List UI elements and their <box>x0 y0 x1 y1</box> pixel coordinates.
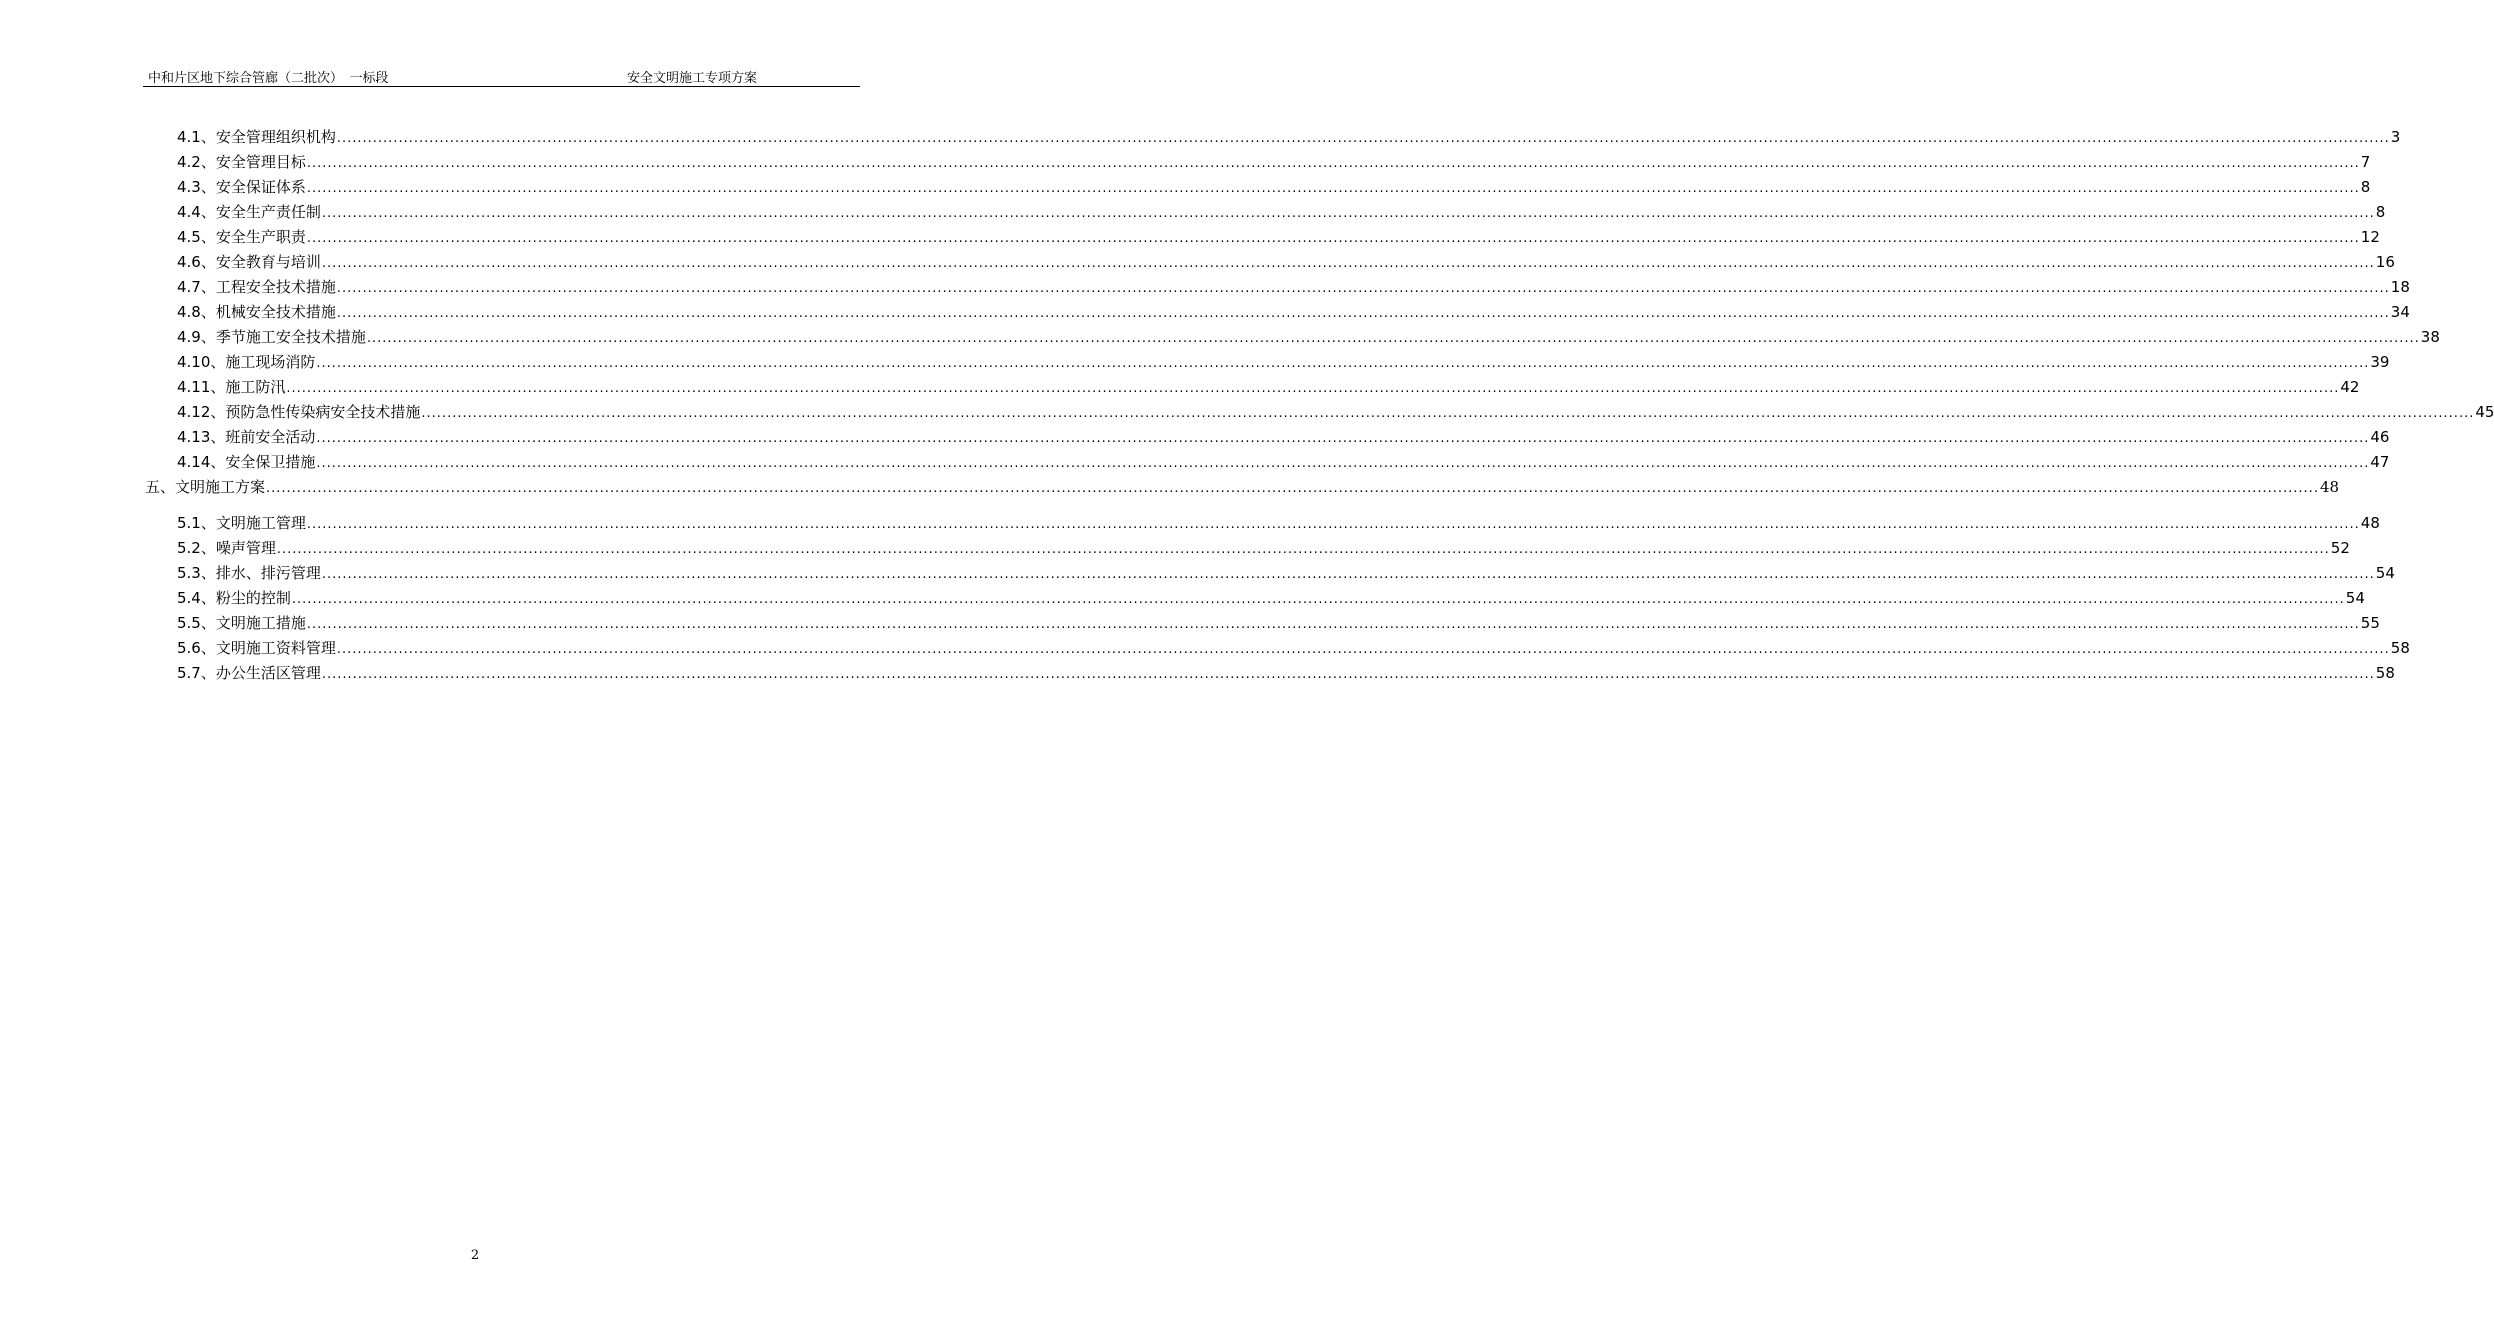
toc-entry[interactable] <box>177 277 2410 297</box>
toc-entry-label: 5.6、文明施工资料管理 <box>177 639 336 657</box>
toc-entry-page: 18 <box>2390 278 2410 296</box>
toc-entry[interactable] <box>177 452 2390 472</box>
toc-entry-label: 4.14、安全保卫措施 <box>177 453 316 471</box>
toc-entry-label: 4.10、施工现场消防 <box>177 353 316 371</box>
toc-entry-label: 4.5、安全生产职责 <box>177 228 306 246</box>
toc-entry-label: 5.4、粉尘的控制 <box>177 589 291 607</box>
toc-entry-label: 5.2、噪声管理 <box>177 539 276 557</box>
toc-entry-page: 7 <box>2360 153 2371 171</box>
toc-entry-label: 五、文明施工方案 <box>145 478 266 496</box>
toc-entry[interactable] <box>177 588 2365 608</box>
toc-dot-leader: ................................................................................................................................................................................................................................................................................................................................................................................................................ <box>266 481 2319 496</box>
toc-dot-leader: ................................................................................................................................................................................................................................................................................................................................................................................................................ <box>306 156 2360 171</box>
toc-dot-leader: ................................................................................................................................................................................................................................................................................................................................................................................................................ <box>336 281 2390 296</box>
toc-dot-leader: ................................................................................................................................................................................................................................................................................................................................................................................................................ <box>321 667 2375 682</box>
toc-entry-page: 16 <box>2375 253 2395 271</box>
toc-entry[interactable] <box>177 177 2371 197</box>
toc-entry[interactable] <box>145 477 2340 497</box>
header-document-title: 安全文明施工专项方案 <box>627 71 758 86</box>
toc-dot-leader: ................................................................................................................................................................................................................................................................................................................................................................................................................ <box>336 642 2390 657</box>
toc-dot-leader: ................................................................................................................................................................................................................................................................................................................................................................................................................ <box>366 331 2420 346</box>
toc-entry-page: 52 <box>2330 539 2350 557</box>
toc-entry[interactable] <box>177 327 2440 347</box>
toc-entry-label: 4.4、安全生产责任制 <box>177 203 321 221</box>
toc-entry[interactable] <box>177 513 2380 533</box>
toc-entry[interactable] <box>177 538 2350 558</box>
toc-entry-label: 5.1、文明施工管理 <box>177 514 306 532</box>
toc-entry-page: 54 <box>2345 589 2365 607</box>
toc-entry-page: 8 <box>2360 178 2371 196</box>
toc-dot-leader: ................................................................................................................................................................................................................................................................................................................................................................................................................ <box>336 131 2390 146</box>
toc-entry-page: 54 <box>2375 564 2395 582</box>
toc-dot-leader: ................................................................................................................................................................................................................................................................................................................................................................................................................ <box>306 181 2360 196</box>
toc-entry[interactable] <box>177 613 2380 633</box>
toc-dot-leader: ................................................................................................................................................................................................................................................................................................................................................................................................................ <box>421 406 2475 421</box>
toc-entry-page: 39 <box>2370 353 2390 371</box>
toc-entry-label: 4.12、预防急性传染病安全技术措施 <box>177 403 421 421</box>
toc-entry-label: 4.8、机械安全技术措施 <box>177 303 336 321</box>
toc-entry[interactable] <box>177 202 2386 222</box>
toc-dot-leader: ................................................................................................................................................................................................................................................................................................................................................................................................................ <box>286 381 2340 396</box>
toc-entry-label: 4.6、安全教育与培训 <box>177 253 321 271</box>
toc-entry-label: 4.2、安全管理目标 <box>177 153 306 171</box>
toc-dot-leader: ................................................................................................................................................................................................................................................................................................................................................................................................................ <box>316 456 2370 471</box>
toc-entry-label: 5.7、办公生活区管理 <box>177 664 321 682</box>
toc-dot-leader: ................................................................................................................................................................................................................................................................................................................................................................................................................ <box>321 567 2375 582</box>
toc-entry-page: 45 <box>2475 403 2494 421</box>
toc-entry-page: 48 <box>2360 514 2380 532</box>
page-header <box>143 66 860 87</box>
toc-entry-label: 4.1、安全管理组织机构 <box>177 128 336 146</box>
toc-entry[interactable] <box>177 638 2410 658</box>
toc-dot-leader: ................................................................................................................................................................................................................................................................................................................................................................................................................ <box>276 542 2330 557</box>
toc-entry-label: 4.11、施工防汛 <box>177 378 286 396</box>
toc-dot-leader: ................................................................................................................................................................................................................................................................................................................................................................................................................ <box>291 592 2345 607</box>
toc-entry[interactable] <box>177 152 2371 172</box>
page-number: 2 <box>470 1248 480 1263</box>
toc-entry-label: 4.9、季节施工安全技术措施 <box>177 328 366 346</box>
toc-dot-leader: ................................................................................................................................................................................................................................................................................................................................................................................................................ <box>336 306 2390 321</box>
toc-entry-page: 38 <box>2420 328 2440 346</box>
toc-entry-page: 58 <box>2375 664 2395 682</box>
toc-entry-page: 55 <box>2360 614 2380 632</box>
toc-entry-label: 5.3、排水、排污管理 <box>177 564 321 582</box>
toc-entry[interactable] <box>177 127 2401 147</box>
toc-entry-page: 46 <box>2370 428 2390 446</box>
toc-entry[interactable] <box>177 227 2380 247</box>
toc-dot-leader: ................................................................................................................................................................................................................................................................................................................................................................................................................ <box>306 517 2360 532</box>
toc-dot-leader: ................................................................................................................................................................................................................................................................................................................................................................................................................ <box>306 617 2360 632</box>
toc-entry-page: 47 <box>2370 453 2390 471</box>
header-project-title: 中和片区地下综合管廊（二批次） 一标段 <box>148 71 389 86</box>
toc-entry[interactable] <box>177 402 2494 422</box>
toc-entry[interactable] <box>177 427 2390 447</box>
toc-dot-leader: ................................................................................................................................................................................................................................................................................................................................................................................................................ <box>306 231 2360 246</box>
toc-dot-leader: ................................................................................................................................................................................................................................................................................................................................................................................................................ <box>316 356 2370 371</box>
toc-entry[interactable] <box>177 302 2410 322</box>
toc-entry-page: 8 <box>2375 203 2386 221</box>
toc-entry-page: 48 <box>2319 478 2340 496</box>
toc-entry-page: 12 <box>2360 228 2380 246</box>
toc-entry[interactable] <box>177 352 2390 372</box>
toc-entry[interactable] <box>177 377 2360 397</box>
toc-entry-label: 4.3、安全保证体系 <box>177 178 306 196</box>
toc-dot-leader: ................................................................................................................................................................................................................................................................................................................................................................................................................ <box>321 256 2375 271</box>
toc-entry[interactable] <box>177 663 2395 683</box>
toc-dot-leader: ................................................................................................................................................................................................................................................................................................................................................................................................................ <box>316 431 2370 446</box>
toc-dot-leader: ................................................................................................................................................................................................................................................................................................................................................................................................................ <box>321 206 2375 221</box>
toc-entry-page: 58 <box>2390 639 2410 657</box>
toc-entry-label: 4.13、班前安全活动 <box>177 428 316 446</box>
toc-entry-label: 5.5、文明施工措施 <box>177 614 306 632</box>
toc-entry-page: 3 <box>2390 128 2401 146</box>
toc-entry-label: 4.7、工程安全技术措施 <box>177 278 336 296</box>
toc-entry-page: 34 <box>2390 303 2410 321</box>
toc-entry-page: 42 <box>2340 378 2360 396</box>
toc-entry[interactable] <box>177 252 2395 272</box>
toc-entry[interactable] <box>177 563 2395 583</box>
